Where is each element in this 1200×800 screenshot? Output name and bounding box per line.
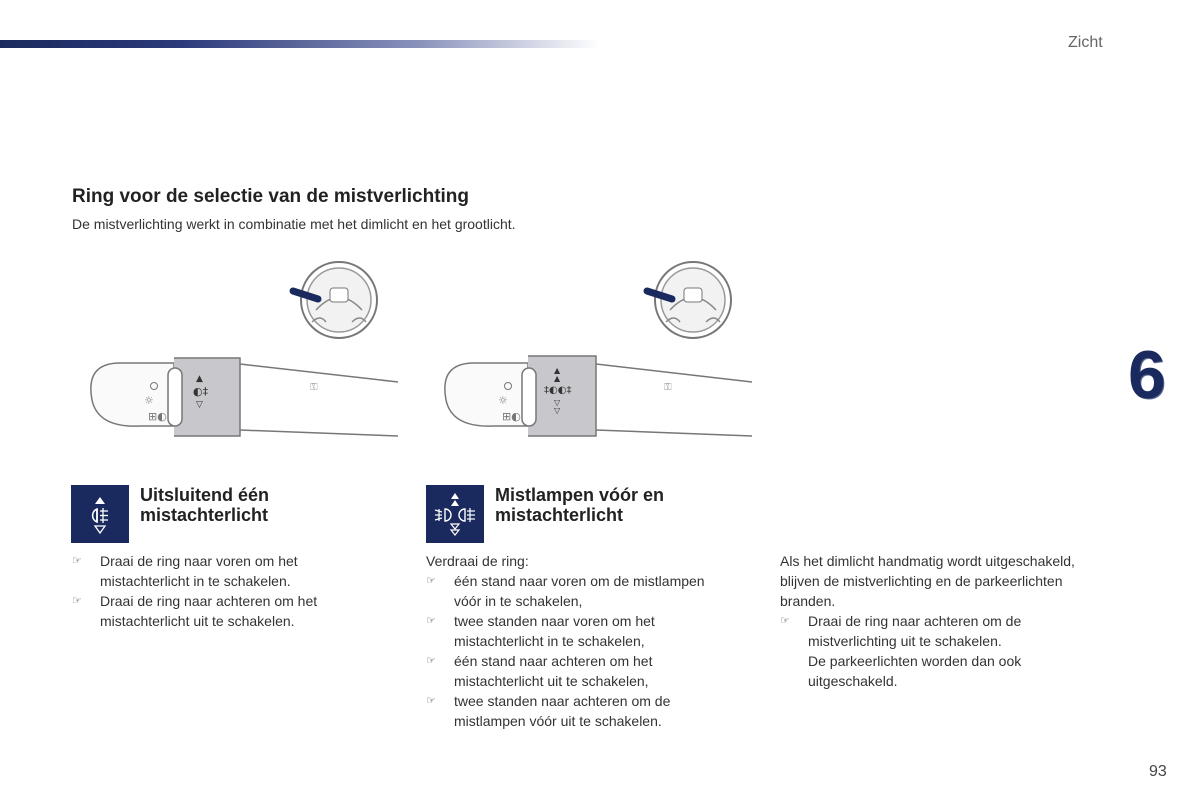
list-item-text: mistlampen vóór uit te schakelen. (454, 713, 662, 729)
svg-text:▲: ▲ (554, 374, 561, 383)
list-item (426, 611, 746, 651)
instructions-column-manual-dipped (780, 551, 1120, 691)
paragraph-line: branden. (780, 593, 836, 609)
svg-text:▽: ▽ (196, 400, 203, 410)
header-accent-bar (0, 40, 600, 48)
rear-fog-light-glyph-icon (83, 493, 117, 535)
front-rear-fog-light-glyph-icon (430, 491, 480, 537)
paragraph-line: Als het dimlicht handmatig wordt uitgeschakeld, (780, 553, 1075, 569)
list-item-text: één stand naar voren om de mistlampen (454, 573, 705, 589)
list-item-text: mistachterlicht in te schakelen, (454, 633, 645, 649)
list-item-text: twee standen naar voren om het (454, 613, 655, 629)
svg-text:⊞◐: ⊞◐ (502, 410, 521, 423)
list-item (72, 591, 372, 631)
list-item-text: Draai de ring naar voren om het (100, 553, 298, 569)
section-title: Ring voor de selectie van de mistverlichting (72, 186, 470, 207)
list-item-text: mistachterlicht in te schakelen. (100, 573, 291, 589)
rear-fog-light-icon (71, 485, 129, 543)
pointing-hand-icon: ☞ (780, 615, 790, 627)
svg-text:▽: ▽ (554, 398, 561, 407)
front-and-rear-fog-light-icon (426, 485, 484, 543)
note-line: De parkeerlichten worden dan ook (808, 653, 1022, 669)
mode-title-line: mistachterlicht (140, 505, 269, 525)
pointing-hand-icon: ☞ (426, 695, 436, 707)
instruction-list (72, 551, 372, 631)
list-item-text: Draai de ring naar achteren om het (100, 593, 318, 609)
list-item (780, 611, 1120, 651)
note-line: uitgeschakeld. (808, 673, 898, 689)
section-intro: De mistverlichting werkt in combinatie met het dimlicht en het grootlicht. (72, 216, 516, 232)
list-item (426, 651, 746, 691)
mode-title-line: Uitsluitend één (140, 485, 270, 505)
mode-title (495, 485, 695, 525)
list-item-text: twee standen naar achteren om de (454, 693, 671, 709)
svg-text:⊞◐: ⊞◐ (148, 410, 167, 423)
list-item (426, 691, 746, 731)
stalk-illustration-rear-fog-drawing (80, 250, 410, 450)
list-item-text: Draai de ring naar achteren om de (808, 613, 1022, 629)
pointing-hand-icon: ☞ (426, 575, 436, 587)
svg-text:⚿: ⚿ (310, 382, 318, 393)
stalk-illustration-front-rear-fog-drawing (434, 250, 764, 450)
list-item-text: mistachterlicht uit te schakelen. (100, 613, 295, 629)
light-stalk-icon (445, 356, 752, 436)
list-item (426, 571, 746, 611)
instruction-lead: Verdraai de ring: (426, 553, 529, 569)
light-stalk-icon (91, 358, 398, 436)
mode-title-line: mistachterlicht (495, 505, 624, 525)
stalk-illustration-rear-fog (80, 250, 410, 450)
mode-title-line: Mistlampen vóór en (495, 485, 665, 505)
svg-text:☼: ☼ (144, 394, 154, 407)
instructions-column-rear-fog (72, 551, 372, 631)
svg-text:◐‡: ◐‡ (193, 385, 209, 398)
instructions-column-front-rear-fog (426, 551, 746, 731)
svg-text:▽: ▽ (554, 406, 561, 415)
svg-text:▲: ▲ (554, 366, 561, 375)
svg-text:⚿: ⚿ (664, 382, 672, 393)
list-item-text: vóór in te schakelen, (454, 593, 583, 609)
pointing-hand-icon: ☞ (72, 595, 82, 607)
list-item-text: mistverlichting uit te schakelen. (808, 633, 1002, 649)
chapter-name: Zicht (1068, 34, 1103, 51)
stalk-illustration-front-rear-fog (434, 250, 764, 450)
instruction-list (426, 571, 746, 731)
paragraph-line: blijven de mistverlichting en de parkeerlichten (780, 573, 1063, 589)
svg-text:☼: ☼ (498, 394, 508, 407)
list-item-text: mistachterlicht uit te schakelen, (454, 673, 649, 689)
page-number: 93 (1149, 763, 1167, 780)
mode-heading-rear-fog (71, 485, 340, 543)
pointing-hand-icon: ☞ (72, 555, 82, 567)
list-item-text: één stand naar achteren om het (454, 653, 653, 669)
svg-text:‡◐◐‡: ‡◐◐‡ (544, 385, 572, 396)
mode-heading-front-rear-fog (426, 485, 695, 543)
svg-text:▲: ▲ (196, 374, 203, 384)
list-item (72, 551, 372, 591)
chapter-number: 6 (1128, 337, 1166, 413)
pointing-hand-icon: ☞ (426, 615, 436, 627)
mode-title (140, 485, 340, 525)
pointing-hand-icon: ☞ (426, 655, 436, 667)
instruction-list (780, 611, 1120, 651)
